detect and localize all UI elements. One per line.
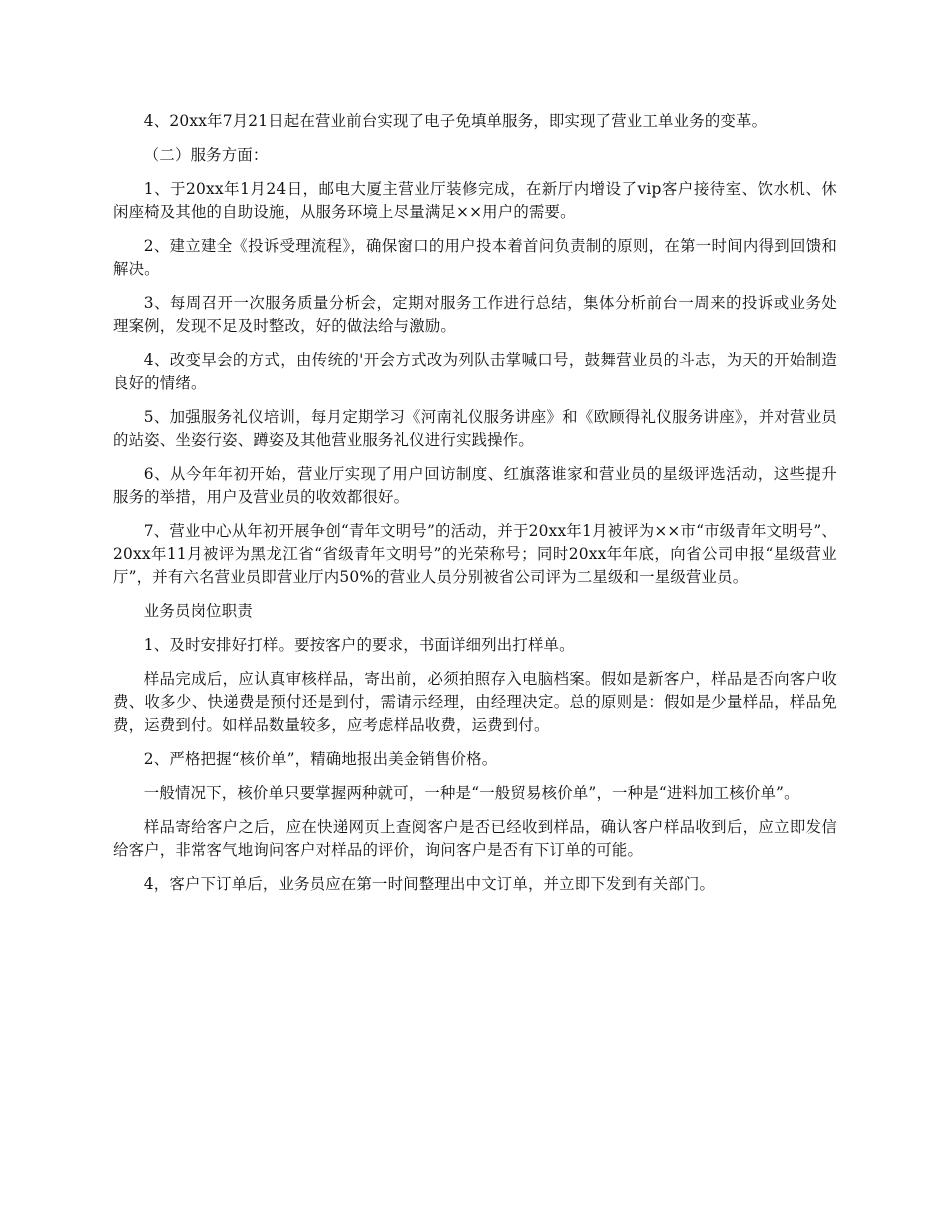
- paragraph: 样品寄给客户之后，应在快递网页上查阅客户是否已经收到样品，确认客户样品收到后，应立即发信给客户，非常客气地询问客户对样品的评价，询问客户是否有下订单的可能。: [113, 818, 837, 859]
- paragraph: 6、从今年年初开始，营业厅实现了用户回访制度、红旗落谁家和营业员的星级评选活动，这些提升服务的举措，用户及营业员的收效都很好。: [113, 465, 837, 506]
- paragraph: 5、加强服务礼仪培训，每月定期学习《河南礼仪服务讲座》和《欧顾得礼仪服务讲座》，并对营业员的站姿、坐姿行姿、蹲姿及其他营业服务礼仪进行实践操作。: [113, 408, 837, 449]
- section-heading: （二）服务方面：: [143, 146, 269, 164]
- paragraph: 4、20xx年7月21日起在营业前台实现了电子免填单服务，即实现了营业工单业务的变革。: [143, 112, 768, 130]
- paragraph: 4、改变早会的方式，由传统的'开会方式改为列队击掌喊口号，鼓舞营业员的斗志，为天的开始制造良好的情绪。: [113, 351, 837, 392]
- paragraph: 1、及时安排好打样。要按客户的要求，书面详细列出打样单。: [143, 636, 575, 654]
- paragraph: 7、营业中心从年初开展争创“青年文明号”的活动，并于20xx年1月被评为××市“市级青年文明号”、20xx年11月被评为黑龙江省“省级青年文明号”的光荣称号；同时20xx年年底，向省公司申报“星级营业厅”，并有六名营业员即营业厅内50%的营业人员分别被省公司评为二星级和一星级营业员。: [113, 522, 837, 586]
- paragraph: 1、于20xx年1月24日，邮电大厦主营业厅装修完成，在新厅内增设了vip客户接待室、饮水机、休闲座椅及其他的自助设施，从服务环境上尽量满足××用户的需要。: [113, 180, 837, 221]
- paragraph: 3、每周召开一次服务质量分析会，定期对服务工作进行总结，集体分析前台一周来的投诉或业务处理案例，发现不足及时整改，好的做法给与激励。: [113, 294, 837, 335]
- paragraph: 2、严格把握“核价单”，精确地报出美金销售价格。: [143, 750, 498, 768]
- paragraph: 一般情况下，核价单只要掌握两种就可，一种是“一般贸易核价单”，一种是“进料加工核价单”。: [143, 784, 800, 802]
- section-heading: 业务员岗位职责: [143, 602, 253, 620]
- paragraph: 2、建立建全《投诉受理流程》，确保窗口的用户投本着首问负责制的原则，在第一时间内得到回馈和解决。: [113, 237, 837, 278]
- paragraph: 4，客户下订单后，业务员应在第一时间整理出中文订单，并立即下发到有关部门。: [143, 875, 716, 893]
- paragraph: 样品完成后，应认真审核样品，寄出前，必须拍照存入电脑档案。假如是新客户，样品是否向客户收费、收多少、快递费是预付还是到付，需请示经理，由经理决定。总的原则是：假如是少量样品，样品免费，运费到付。如样品数量较多，应考虑样品收费，运费到付。: [113, 670, 837, 734]
